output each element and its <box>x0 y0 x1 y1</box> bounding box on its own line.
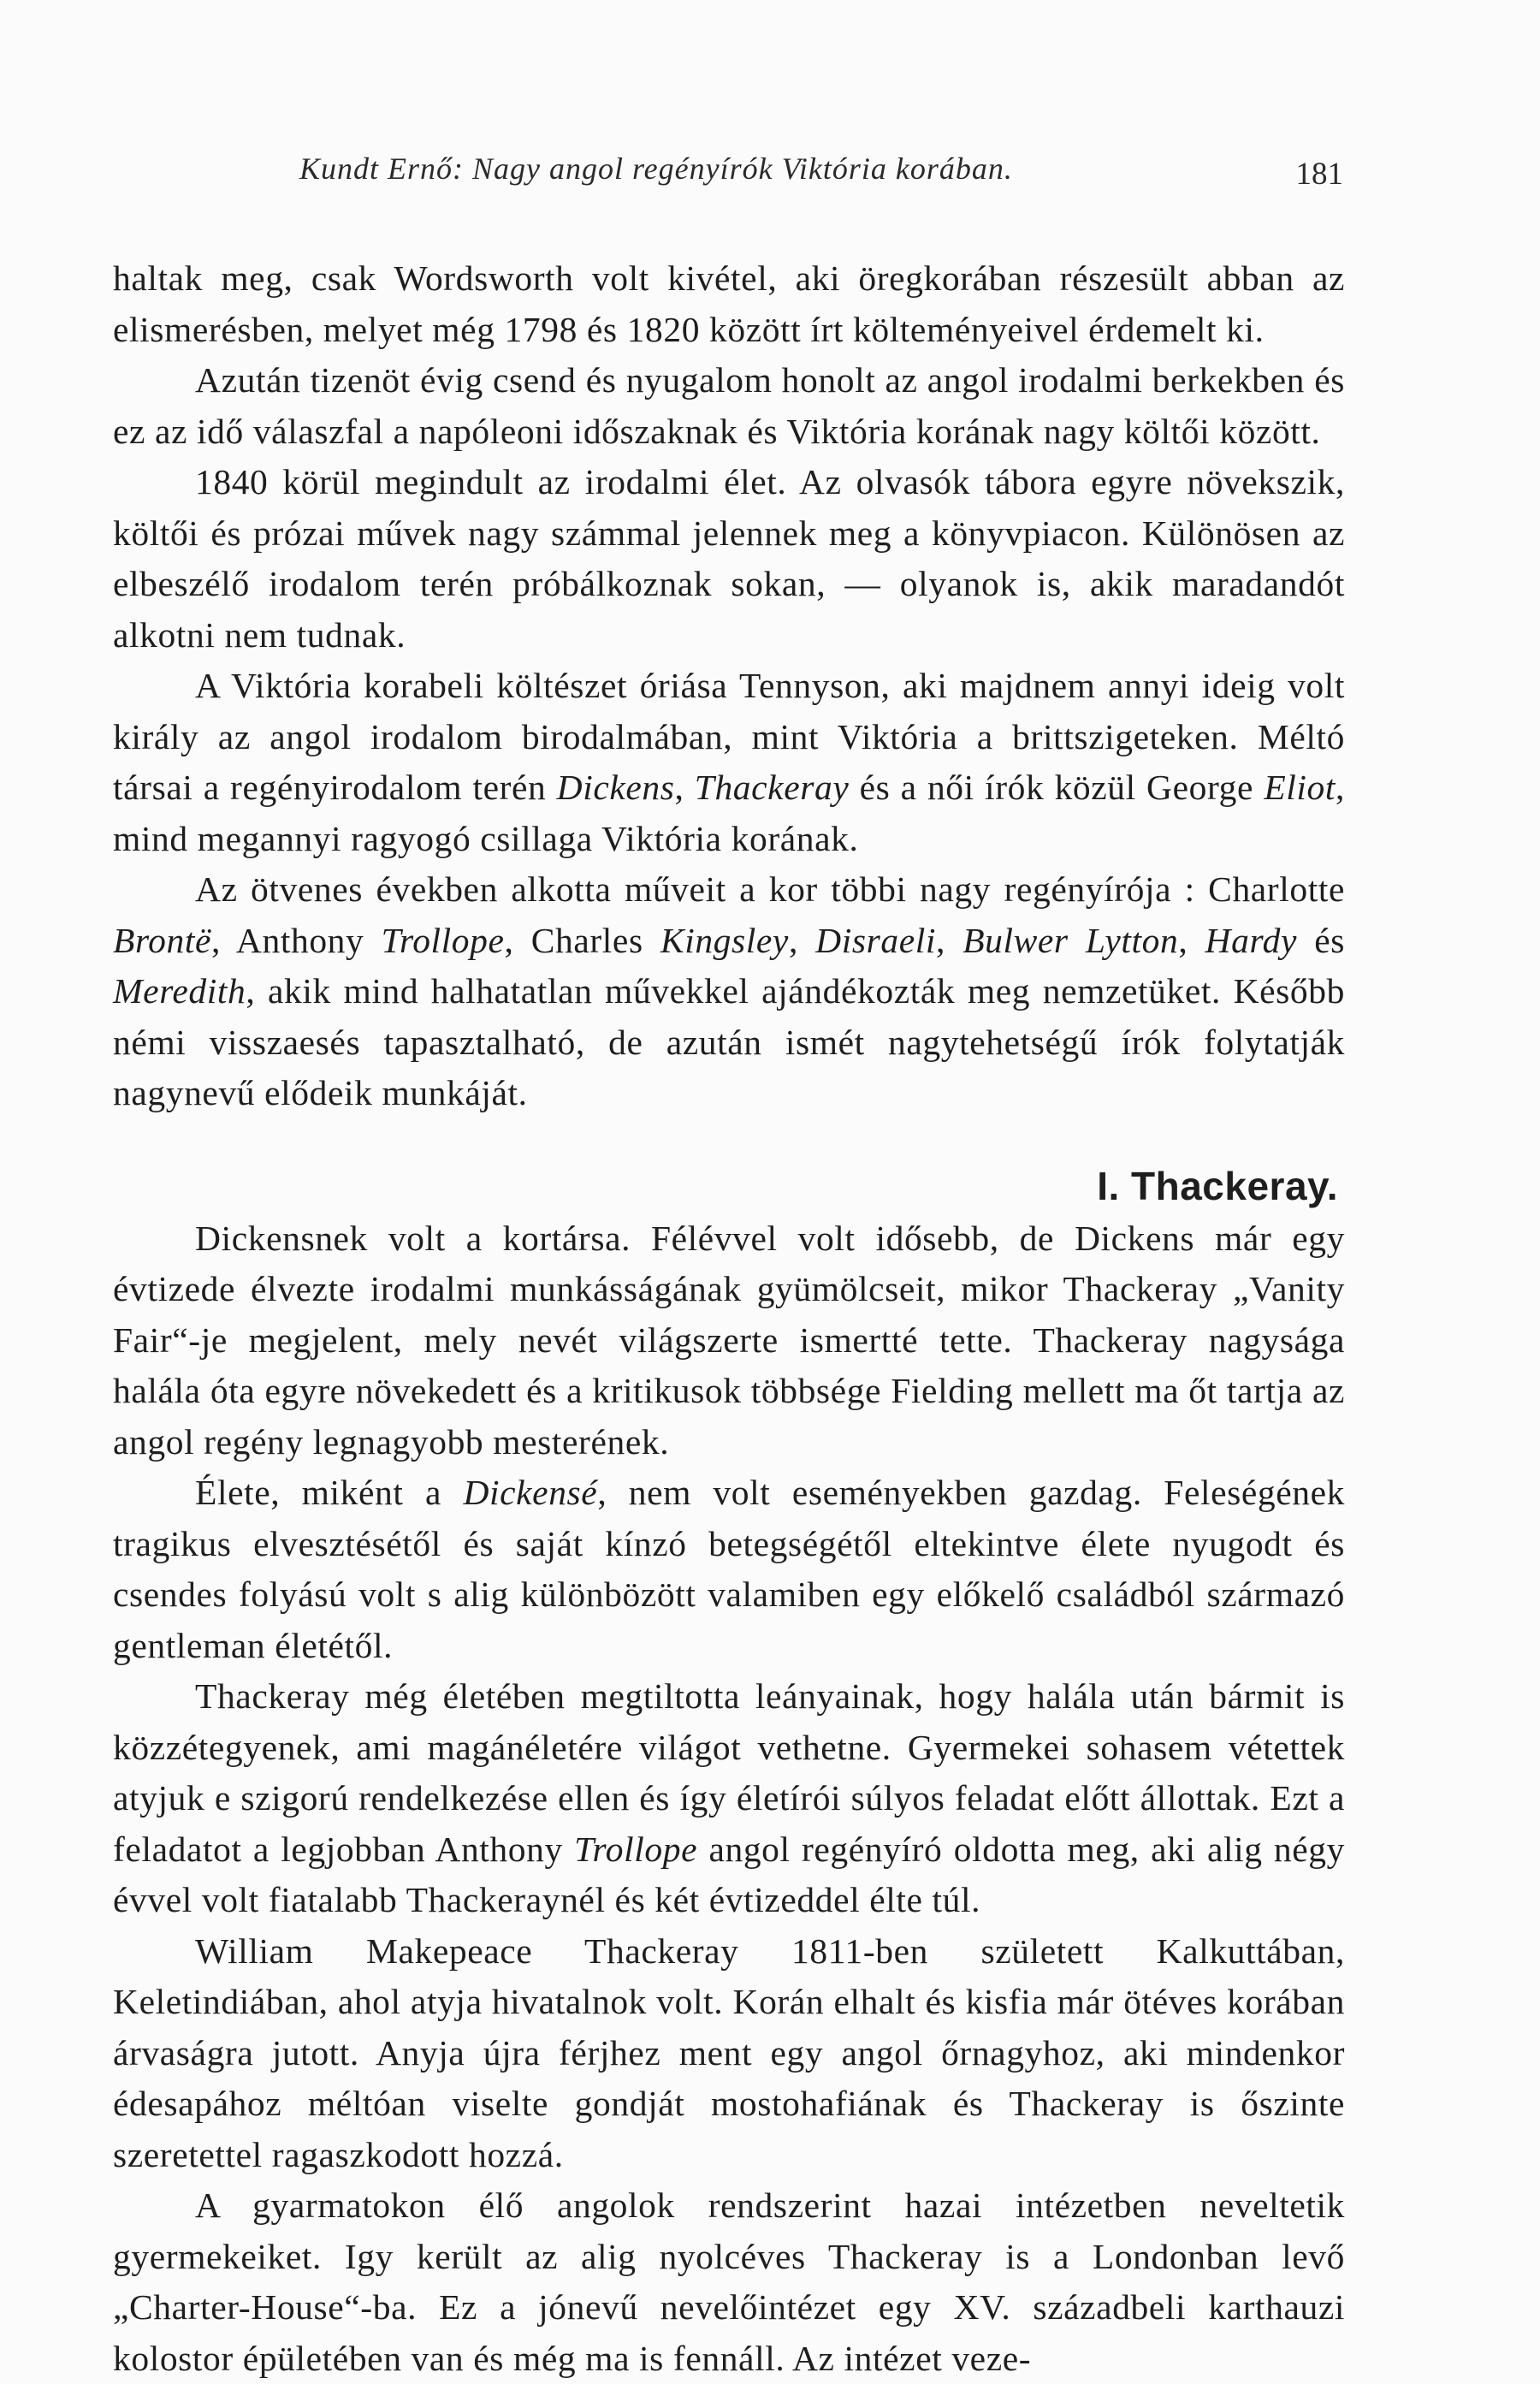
paragraph-9: William Makepeace Thackeray 1811-ben született Kalkuttában, Keletindiában, ahol atyja hivatalnok volt. Korán elhalt és kisfia már ötéves korában árvaságra jutott. Anyja újra férjhez ment egy angol őrnagyhoz, aki mindenkor édesapához méltóan viselte gondját mostohafiának és Thackeray is őszinte szeretettel ragaszkodott hozzá. <box>113 1930 1345 2174</box>
name-meredith: Meredith <box>113 971 246 1011</box>
name-hardy: Hardy <box>1205 920 1298 960</box>
name-trollope-2: Trollope <box>574 1829 698 1869</box>
body-text <box>113 253 1345 2384</box>
paragraph-10: A gyarmatokon élő angolok rendszerint hazai intézetben neveltetik gyermekeiket. Igy került az alig nyolcéves Thackeray is a Londonban levő „Charter-House“-ba. Ez a jónevű nevelőintézet egy XV. századbeli karthauzi kolostor épületében van és még ma is fennáll. Az intézet veze- <box>113 2185 1345 2378</box>
paragraph-2: Azután tizenöt évig csend és nyugalom honolt az angol irodalmi berkekben és ez az idő válaszfal a napóleoni időszaknak és Viktória korának nagy költői között. <box>113 360 1345 451</box>
p8-text-a: Thackeray még életében megtiltotta leányainak, hogy halála után bármit is közzétegyenek, ami magánéletére világot vethetne. Gyermekei sohasem vétettek atyjuk e szigorú rendelkezése ellen és így életírói súlyos feladat előtt állottak. Ezt a feladatot a legjobban Anthony <box>113 1676 1345 1869</box>
page-number: 181 <box>1295 157 1343 192</box>
name-disraeli: Disraeli <box>815 920 936 960</box>
paragraph-1: haltak meg, csak Wordsworth volt kivétel, aki öregkorában részesült abban az elismerésben, melyet még 1798 és 1820 között írt költeményeivel érdemelt ki. <box>113 258 1345 349</box>
name-kingsley: Kingsley <box>660 920 789 960</box>
paragraph-5 <box>113 864 1345 1119</box>
p5-text-b: , Anthony <box>211 920 382 960</box>
p7-text-b: , nem volt eseményekben gazdag. Feleségének tragikus elvesztésétől és saját kínzó betegségétől eltekintve élete nyugodt és csendes folyású volt s alig különbözött valamiben egy előkelő családból származó gentleman életétől. <box>113 1473 1345 1665</box>
name-dickense: Dickensé <box>463 1473 598 1512</box>
paragraph-8 <box>113 1671 1345 1926</box>
paragraph-7 <box>113 1468 1345 1671</box>
paragraph-3: 1840 körül megindult az irodalmi élet. Az olvasók tábora egyre növekszik, költői és prózai művek nagy számmal jelennek meg a könyvpiacon. Különösen az elbeszélő irodalom terén próbálkoznak sokan, — olyanok is, akik maradandót alkotni nem tudnak. <box>113 462 1345 655</box>
p4-text-c: , mind megannyi ragyogó csillaga Viktória korának. <box>113 768 1346 858</box>
name-trollope: Trollope <box>381 920 505 960</box>
name-bulwer-lytton: Bulwer Lytton <box>962 920 1179 960</box>
p5-text-a: Az ötvenes években alkotta műveit a kor többi nagy regényírója : Charlotte <box>195 869 1345 909</box>
p5-sep-2: , <box>936 920 963 960</box>
section-heading: I. Thackeray. <box>1097 1163 1338 1208</box>
p4-text-b: és a női írók közül George <box>849 768 1265 807</box>
p4-text-a: A Viktória korabeli költészet óriása Tennyson, aki majdnem annyi ideig volt király az angol irodalom birodalmában, mint Viktória a brittszigeteken. Méltó társai a regényirodalom terén <box>113 666 1345 807</box>
name-eliot: Eliot <box>1264 768 1336 807</box>
name-dickens: Dickens <box>556 768 675 807</box>
p5-sep-3: , <box>1178 920 1205 960</box>
p4-sep-1: , <box>674 768 695 807</box>
name-thackeray: Thackeray <box>694 768 850 807</box>
p8-text-b: angol regényíró oldotta meg, aki alig négy évvel volt fiatalabb Thackeraynél és két évtizeddel élte túl. <box>113 1829 1345 1919</box>
paragraph-4 <box>113 661 1345 864</box>
p7-text-a: Élete, miként a <box>195 1473 464 1512</box>
p5-text-e: , akik mind halhatatlan művekkel ajándékozták meg nemzetüket. Később némi visszaesés tapasztalható, de azután ismét nagytehetségű írók folytatják nagynevű elődeik munkáját. <box>113 971 1345 1112</box>
name-bronte: Brontë <box>113 920 212 960</box>
p5-text-c: , Charles <box>504 920 660 960</box>
p5-text-d: és <box>1297 920 1346 960</box>
p5-sep-1: , <box>788 920 816 960</box>
running-title: Kundt Ernő: Nagy angol regényírók Viktória korában. <box>299 151 1013 186</box>
paragraph-6: Dickensnek volt a kortársa. Félévvel volt idősebb, de Dickens már egy évtizede élvezte irodalmi munkásságának gyümölcseit, mikor Thackeray „Vanity Fair“-je megjelent, mely nevét világszerte ismertté tette. Thackeray nagysága halála óta egyre növekedett és a kritikusok többsége Fielding mellett ma őt tartja az angol regény legnagyobb mesterének. <box>113 1218 1345 1462</box>
